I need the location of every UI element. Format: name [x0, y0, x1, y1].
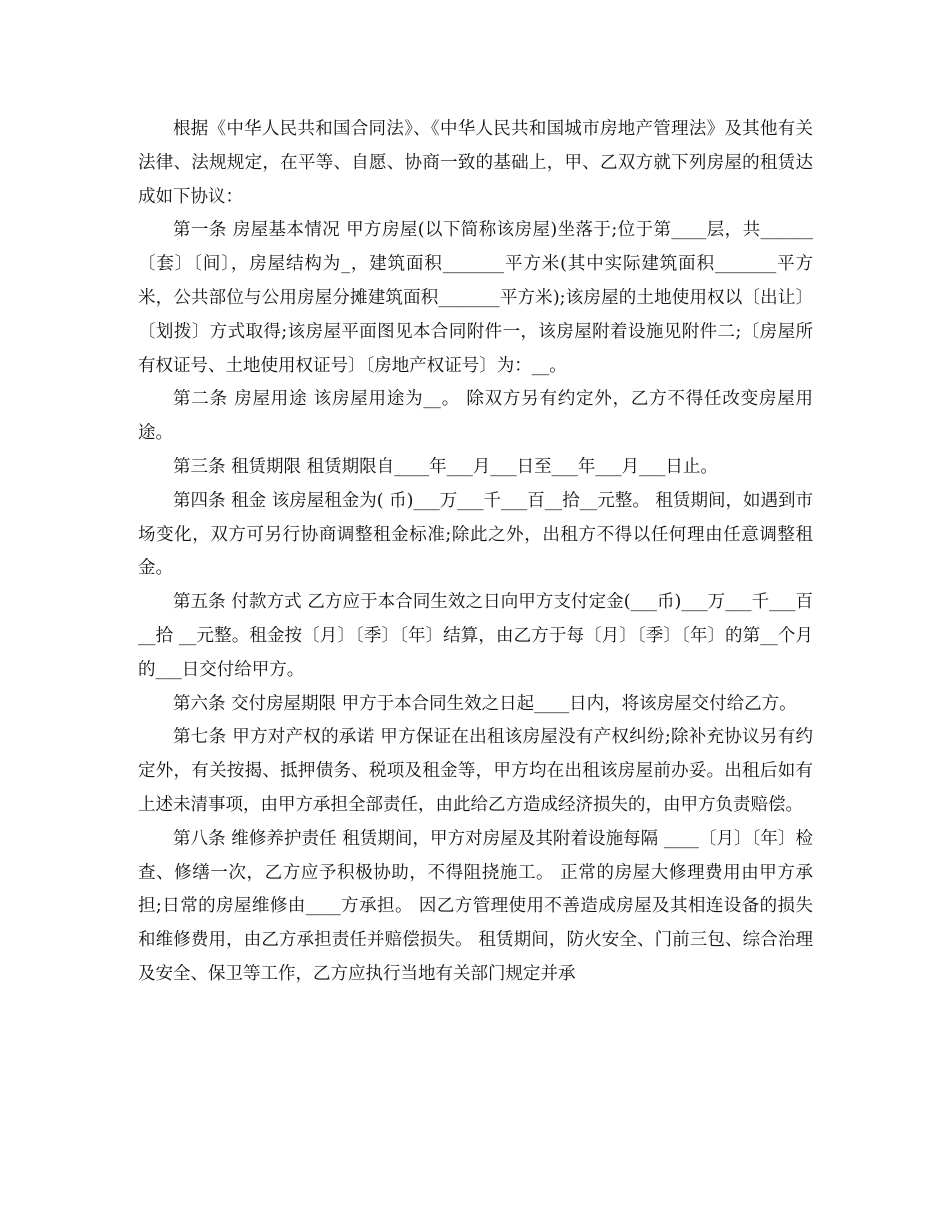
paragraph-article-2: 第二条 房屋用途 该房屋用途为__。 除双方另有约定外，乙方不得任改变房屋用途。	[138, 389, 813, 444]
paragraph-preamble: 根据《中华人民共和国合同法》、《中华人民共和国城市房地产管理法》及其他有关法律、法规规定，在平等、自愿、协商一致的基础上，甲、乙双方就下列房屋的租赁达成如下协议：	[138, 119, 813, 207]
paragraph-article-6: 第六条 交付房屋期限 甲方于本合同生效之日起____日内，将该房屋交付给乙方。	[173, 693, 797, 714]
paragraph-article-1: 第一条 房屋基本情况 甲方房屋(以下简称该房屋)坐落于;位于第____层，共______〔套〕〔间〕，房屋结构为_，建筑面积_______平方米(其中实际建筑面积_______平方米，公共部位与公用房屋分摊建筑面积_______平方米);该房屋的土地使用权以〔出让〕〔划拨〕方式取得;该房屋平面图见本合同附件一，该房屋附着设施见附件二;〔房屋所有权证号、土地使用权证号〕〔房地产权证号〕为：__。	[138, 220, 813, 376]
document-body	[138, 113, 813, 992]
paragraph-article-8: 第八条 维修养护责任 租赁期间，甲方对房屋及其附着设施每隔 ____〔月〕〔年〕检查、修缮一次，乙方应予积极协助，不得阻挠施工。 正常的房屋大修理费用由甲方承担;日常的房屋维修由____方承担。 因乙方管理使用不善造成房屋及其相连设备的损失和维修费用，由乙方承担责任并赔偿损失。 租赁期间，防火安全、门前三包、综合治理及安全、保卫等工作，乙方应执行当地有关部门规定并承	[138, 828, 813, 984]
paragraph-article-4: 第四条 租金 该房屋租金为( 币)___万___千___百__拾__元整。 租赁期间，如遇到市场变化，双方可另行协商调整租金标准;除此之外，出租方不得以任何理由任意调整租金。	[138, 490, 813, 579]
paragraph-article-5: 第五条 付款方式 乙方应于本合同生效之日向甲方支付定金(___币)___万___千___百__拾 __元整。租金按〔月〕〔季〕〔年〕结算，由乙方于每〔月〕〔季〕〔年〕的第__个月的___日交付给甲方。	[138, 592, 813, 680]
paragraph-article-3: 第三条 租赁期限 租赁期限自____年___月___日至___年___月___日止。	[173, 456, 718, 477]
paragraph-article-7: 第七条 甲方对产权的承诺 甲方保证在出租该房屋没有产权纠纷;除补充协议另有约定外，有关按揭、抵押债务、税项及租金等，甲方均在出租该房屋前办妥。出租后如有上述未清事项，由甲方承担全部责任，由此给乙方造成经济损失的，由甲方负责赔偿。	[138, 727, 813, 815]
